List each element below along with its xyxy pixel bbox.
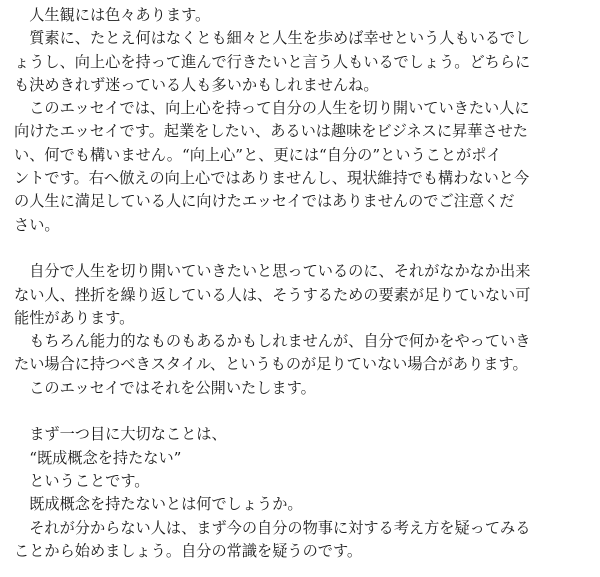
text-line: もちろん能力的なものもあるかもしれませんが、自分で何かをやっていき bbox=[14, 332, 531, 351]
text-line: “既成概念を持たない” bbox=[14, 448, 182, 467]
text-line: たい場合に持つべきスタイル、というものが足りていない場合があります。 bbox=[14, 355, 528, 374]
text-line: ということです。 bbox=[14, 471, 150, 490]
text-line: 自分で人生を切り開いていきたいと思っているのに、それがなかなか出来 bbox=[14, 262, 531, 281]
essay-body bbox=[14, 4, 586, 563]
text-line: それが分からない人は、まず今の自分の物事に対する考え方を疑ってみる bbox=[14, 518, 531, 537]
paragraph-gap bbox=[14, 237, 586, 260]
text-line: 既成概念を持たないとは何でしょうか。 bbox=[14, 495, 303, 514]
text-line: 人生観には色々あります。 bbox=[14, 6, 211, 24]
text-line: ことから始めましょう。自分の常識を疑うのです。 bbox=[14, 541, 363, 560]
text-line: の人生に満足している人に向けたエッセイではありませんのでご注意くだ bbox=[14, 192, 515, 211]
text-line: さい。 bbox=[14, 215, 60, 234]
text-line: い、何でも構いません。“向上心”と、更には“自分の”ということがポイ bbox=[14, 145, 502, 164]
text-line: まず一つ目に大切なことは、 bbox=[14, 425, 227, 444]
text-line: このエッセイではそれを公開いたします。 bbox=[14, 378, 316, 397]
text-line: ょうし、向上心を持って進んで行きたいと言う人もいるでしょう。どちらに bbox=[14, 52, 531, 71]
text-line: 能性があります。 bbox=[14, 308, 135, 327]
text-line: ントです。右へ倣えの向上心ではありませんし、現状維持でも構わないと今 bbox=[14, 169, 530, 188]
text-line: このエッセイでは、向上心を持って自分の人生を切り開いていきたい人に bbox=[14, 99, 530, 118]
paragraph-gap bbox=[14, 400, 586, 423]
text-line: ない人、挫折を繰り返している人は、そうするための要素が足りていない可 bbox=[14, 285, 531, 304]
text-line: 向けたエッセイです。起業をしたい、あるいは趣味をビジネスに昇華させた bbox=[14, 122, 528, 141]
text-line: も決めきれず迷っている人も多いかもしれませんね。 bbox=[14, 75, 379, 94]
text-line: 質素に、たとえ何はなくとも細々と人生を歩めば幸せという人もいるでし bbox=[14, 29, 531, 48]
